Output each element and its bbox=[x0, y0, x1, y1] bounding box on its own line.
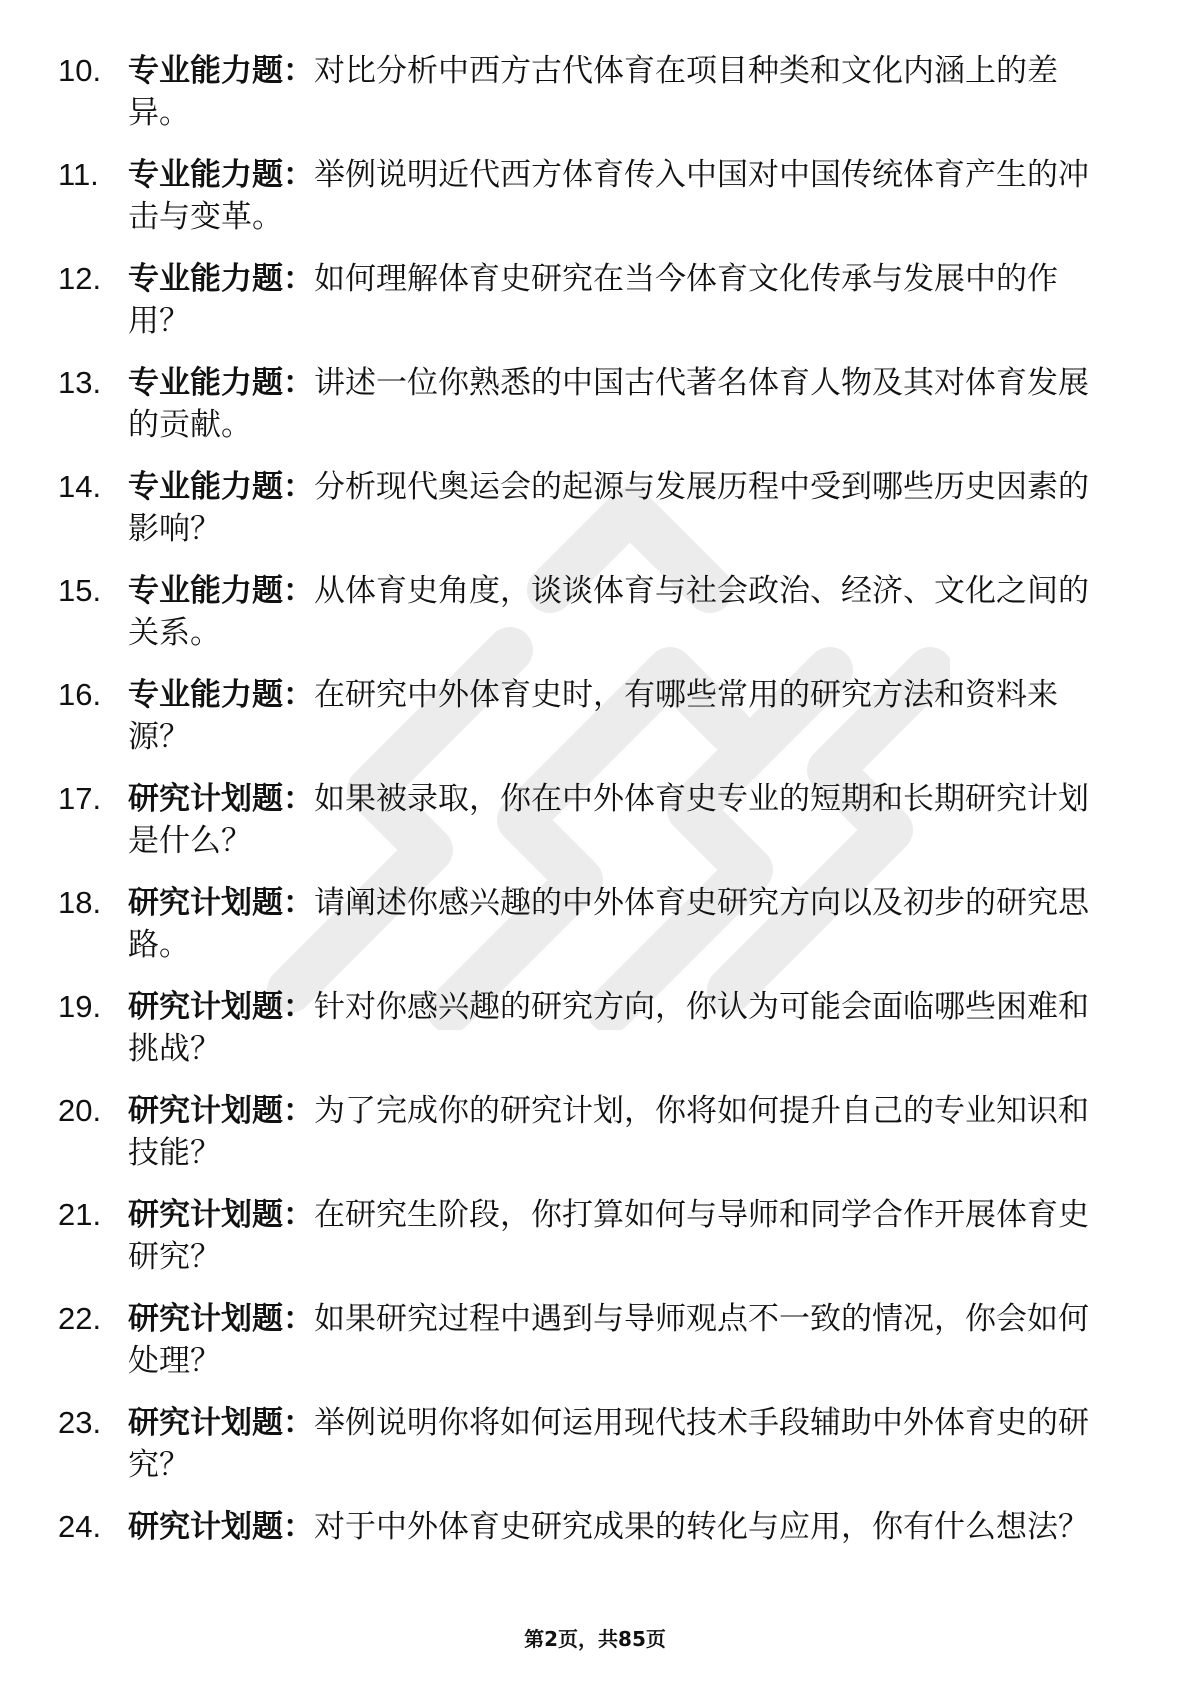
question-item-23 bbox=[58, 1402, 1118, 1506]
question-number: 24. bbox=[58, 1509, 102, 1544]
question-text: 如果研究过程中遇到与导师观点不一致的情况，你会如何处理？ bbox=[128, 1301, 1089, 1379]
question-number: 12. bbox=[58, 261, 102, 296]
question-text: 在研究中外体育史时，有哪些常用的研究方法和资料来源？ bbox=[128, 677, 1058, 755]
question-number: 11. bbox=[58, 157, 99, 192]
question-text: 针对你感兴趣的研究方向，你认为可能会面临哪些困难和挑战？ bbox=[128, 989, 1089, 1067]
question-category: 研究计划题： bbox=[128, 1509, 314, 1545]
question-text: 举例说明你将如何运用现代技术手段辅助中外体育史的研究？ bbox=[128, 1405, 1089, 1483]
question-text: 如何理解体育史研究在当今体育文化传承与发展中的作用？ bbox=[128, 261, 1058, 339]
question-number: 10. bbox=[58, 53, 102, 88]
question-text: 从体育史角度，谈谈体育与社会政治、经济、文化之间的关系。 bbox=[128, 573, 1089, 651]
question-category: 专业能力题： bbox=[128, 677, 314, 713]
question-item-11 bbox=[58, 154, 1118, 258]
question-text: 讲述一位你熟悉的中国古代著名体育人物及其对体育发展的贡献。 bbox=[128, 365, 1089, 443]
question-list bbox=[58, 50, 1118, 1610]
question-item-18 bbox=[58, 882, 1118, 986]
page-number-footer: 第2页，共85页 bbox=[524, 1627, 666, 1651]
question-item-20 bbox=[58, 1090, 1118, 1194]
question-item-12 bbox=[58, 258, 1118, 362]
question-number: 20. bbox=[58, 1093, 102, 1128]
question-category: 研究计划题： bbox=[128, 781, 314, 817]
question-category: 研究计划题： bbox=[128, 1301, 314, 1337]
question-item-16 bbox=[58, 674, 1118, 778]
question-number: 18. bbox=[58, 885, 102, 920]
question-number: 13. bbox=[58, 365, 102, 400]
question-text: 举例说明近代西方体育传入中国对中国传统体育产生的冲击与变革。 bbox=[128, 157, 1089, 235]
question-item-19 bbox=[58, 986, 1118, 1090]
question-category: 专业能力题： bbox=[128, 157, 314, 193]
question-text: 对比分析中西方古代体育在项目种类和文化内涵上的差异。 bbox=[128, 53, 1058, 131]
question-number: 14. bbox=[58, 469, 102, 504]
question-number: 17. bbox=[58, 781, 102, 816]
question-category: 专业能力题： bbox=[128, 573, 314, 609]
question-category: 专业能力题： bbox=[128, 365, 314, 401]
question-number: 23. bbox=[58, 1405, 102, 1440]
question-text: 在研究生阶段，你打算如何与导师和同学合作开展体育史研究？ bbox=[128, 1197, 1089, 1275]
question-item-21 bbox=[58, 1194, 1118, 1298]
question-category: 研究计划题： bbox=[128, 1197, 314, 1233]
question-item-10 bbox=[58, 50, 1118, 154]
question-text: 分析现代奥运会的起源与发展历程中受到哪些历史因素的影响？ bbox=[128, 469, 1089, 547]
question-item-14 bbox=[58, 466, 1118, 570]
question-number: 21. bbox=[58, 1197, 102, 1232]
question-category: 研究计划题： bbox=[128, 989, 314, 1025]
question-category: 专业能力题： bbox=[128, 261, 314, 297]
question-text: 请阐述你感兴趣的中外体育史研究方向以及初步的研究思路。 bbox=[128, 885, 1089, 963]
question-item-15 bbox=[58, 570, 1118, 674]
question-category: 专业能力题： bbox=[128, 469, 314, 505]
question-text: 对于中外体育史研究成果的转化与应用，你有什么想法？ bbox=[314, 1509, 1089, 1545]
question-number: 16. bbox=[58, 677, 102, 712]
question-category: 研究计划题： bbox=[128, 1405, 314, 1441]
question-category: 研究计划题： bbox=[128, 885, 314, 921]
question-category: 研究计划题： bbox=[128, 1093, 314, 1129]
question-number: 22. bbox=[58, 1301, 102, 1336]
question-number: 19. bbox=[58, 989, 102, 1024]
question-item-17 bbox=[58, 778, 1118, 882]
question-item-13 bbox=[58, 362, 1118, 466]
question-text: 为了完成你的研究计划，你将如何提升自己的专业知识和技能？ bbox=[128, 1093, 1089, 1171]
question-item-24 bbox=[58, 1506, 1118, 1610]
question-category: 专业能力题： bbox=[128, 53, 314, 89]
question-text: 如果被录取，你在中外体育史专业的短期和长期研究计划是什么？ bbox=[128, 781, 1089, 859]
question-item-22 bbox=[58, 1298, 1118, 1402]
question-number: 15. bbox=[58, 573, 102, 608]
